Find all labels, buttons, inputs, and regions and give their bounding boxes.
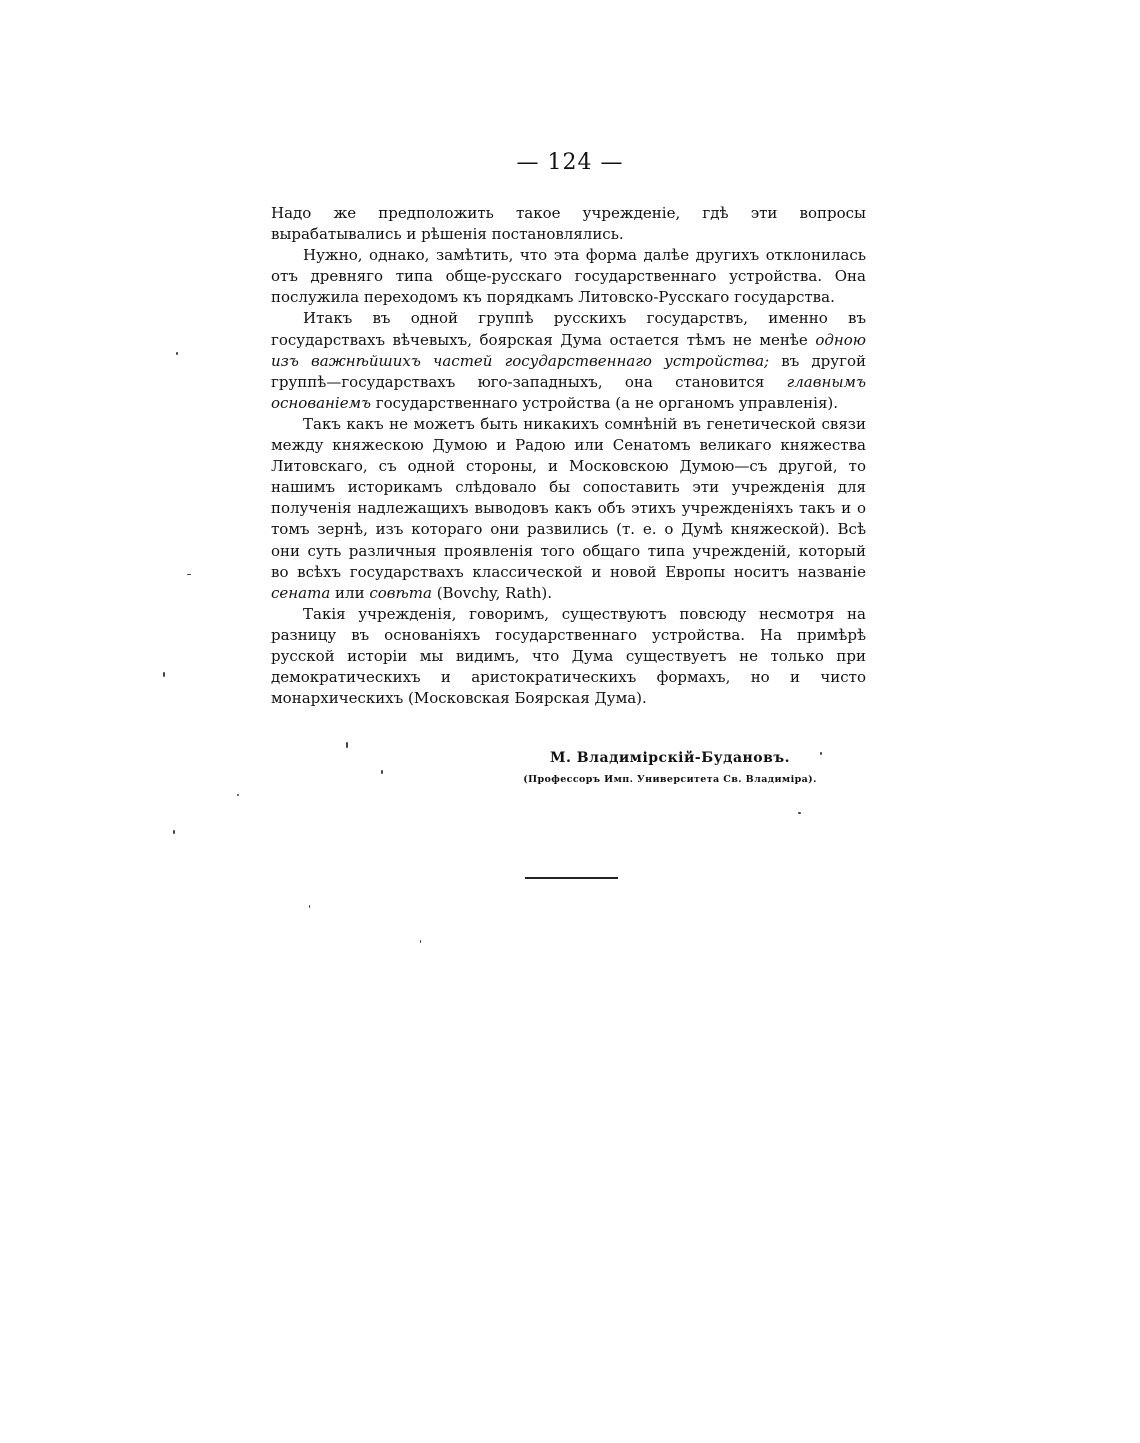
paragraph: [271, 245, 866, 308]
scan-speck: [173, 830, 175, 834]
body-text: [271, 203, 866, 709]
italic-text: сената: [271, 583, 331, 602]
scan-speck: [346, 742, 348, 748]
text-run: Такія учрежденія, говоримъ, существуютъ повсюду несмотря на разницу въ основаніяхъ государственнаго устройства. На примѣрѣ русской исторіи мы видимъ, что Дума существуетъ не только при демократическихъ и аристократическихъ формахъ, но и чисто монархическихъ (Московская Боярская Дума).: [271, 604, 866, 708]
scan-speck: [798, 812, 801, 814]
scan-speck: [381, 770, 383, 774]
text-run: Нужно, однако, замѣтить, что эта форма далѣе другихъ отклонилась отъ древняго типа обще-русскаго государственнаго устройства. Она послужила переходомъ къ порядкамъ Литовско-Русскаго государства.: [271, 246, 866, 307]
text-run: Надо же предположить такое учрежденіе, гдѣ эти вопросы вырабатывались и рѣшенія постановлялись.: [271, 204, 866, 244]
scan-speck: [176, 352, 178, 355]
scan-speck: [187, 574, 191, 575]
scan-speck: [420, 940, 421, 943]
italic-text: одною изъ важнѣйшихъ частей государственнаго устройства;: [271, 330, 866, 370]
text-run: государственнаго устройства (а не органомъ управленія).: [371, 393, 839, 412]
paragraph: [271, 203, 866, 245]
scan-speck: [820, 752, 822, 755]
paragraph: [271, 308, 866, 413]
paragraph: [271, 604, 866, 709]
author-name: М. Владимірскій-Будановъ.: [550, 750, 790, 766]
text-run: (Bovchy, Rath).: [431, 583, 553, 602]
text-run: Такъ какъ не можетъ быть никакихъ сомнѣній въ генетической связи между княжескою Думою и Радою или Сенатомъ великаго княжества Литовскаго, съ одной стороны, и Московскою Думою—съ другой, то нашимъ историкамъ слѣдовало бы сопоставить эти учрежденія для полученія надлежащихъ выводовъ какъ объ этихъ учрежденіяхъ такъ и о томъ зернѣ, изъ котораго они развились (т. е. о Думѣ княжеской). Всѣ они суть различныя проявленія того общаго типа учрежденій, который во всѣхъ государствахъ классической и новой Европы носитъ названіе: [271, 414, 866, 581]
page-number: — 124 —: [516, 150, 624, 175]
italic-text: главнымъ основаніемъ: [271, 372, 866, 412]
scan-speck: [309, 905, 310, 908]
paragraph: [271, 414, 866, 604]
text-run: Итакъ въ одной группѣ русскихъ государствъ, именно въ государствахъ вѣчевыхъ, боярская Дума остается тѣмъ не менѣе: [271, 309, 866, 349]
end-rule-divider: [525, 877, 618, 879]
text-run: въ другой группѣ—государствахъ юго-западныхъ, она становится: [271, 351, 866, 391]
signature-block: [520, 750, 820, 785]
scan-speck: [237, 794, 239, 796]
italic-text: совѣта: [369, 583, 432, 602]
author-affiliation: (Профессоръ Имп. Университета Св. Владиміра).: [523, 774, 817, 785]
scan-speck: [163, 672, 165, 677]
text-run: или: [330, 583, 370, 602]
